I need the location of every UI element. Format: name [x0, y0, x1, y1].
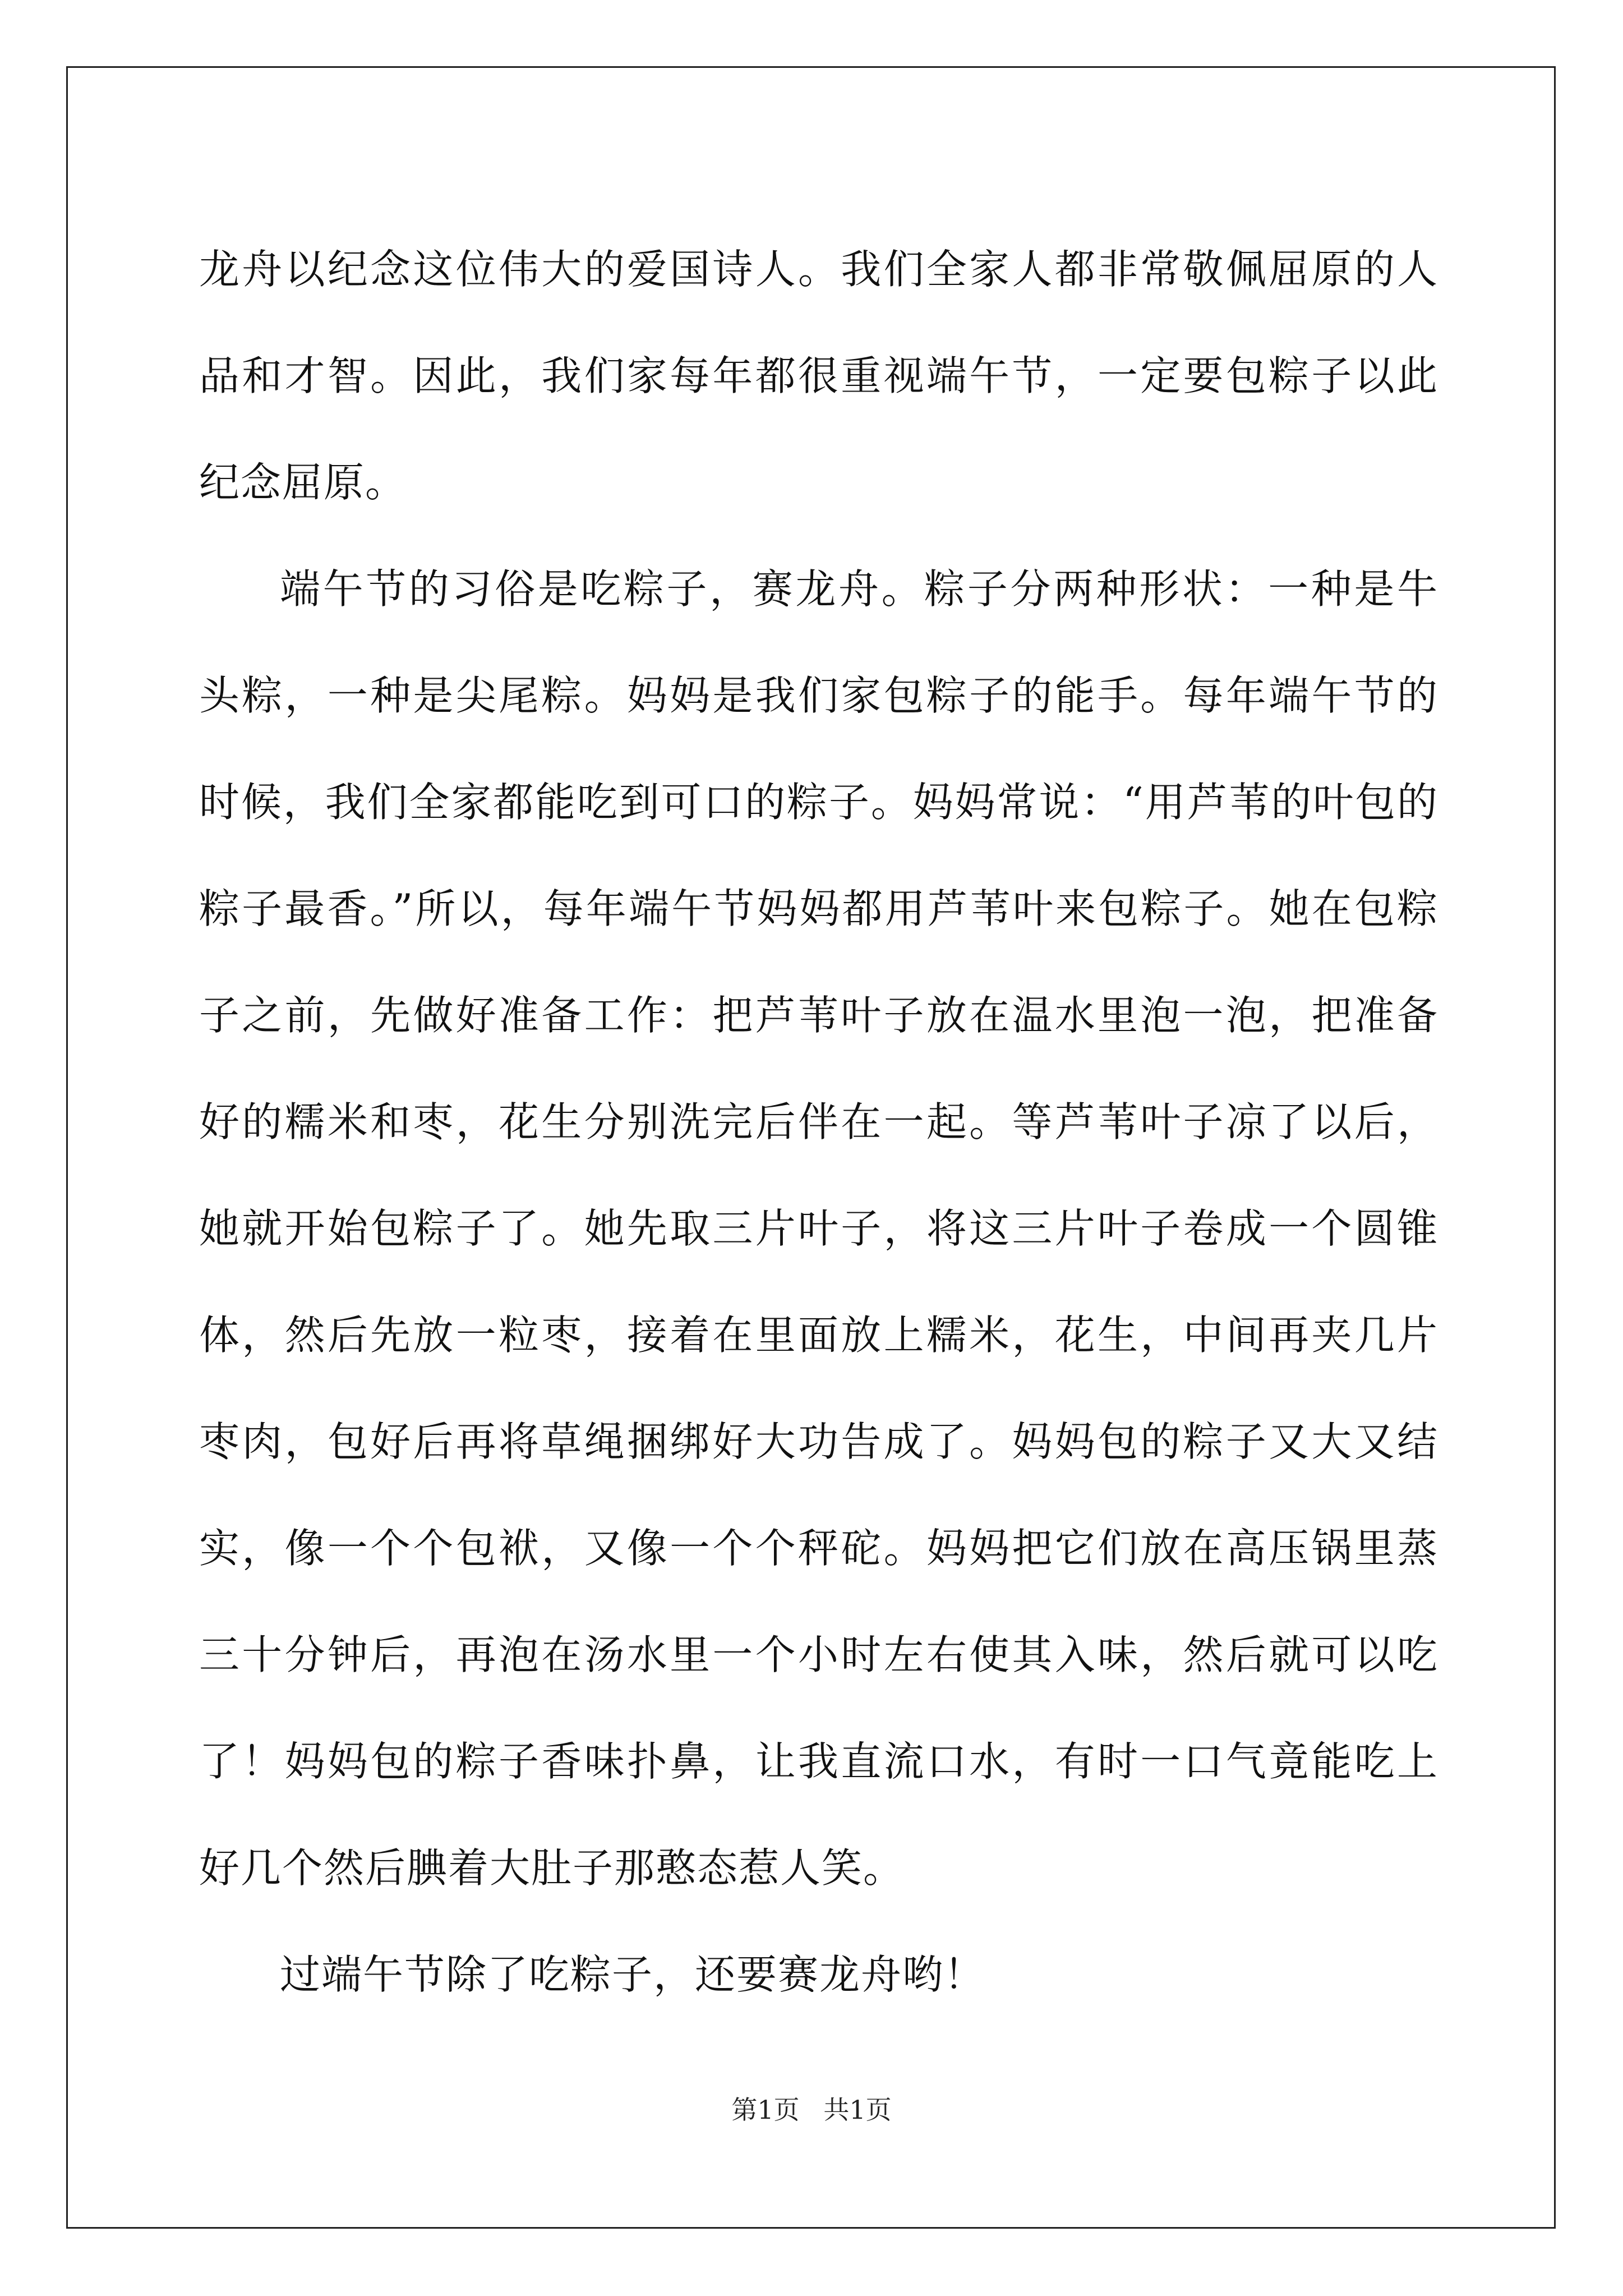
page-total: 共1页 — [823, 2095, 892, 2125]
paragraph-1: 龙舟以纪念这位伟大的爱国诗人。我们全家人都非常敬佩屈原的人品和才智。因此，我们家每年都很重视端午节，一定要包粽子以此纪念屈原。 — [199, 246, 1438, 506]
page-footer — [0, 2090, 1623, 2127]
document-body — [199, 216, 1438, 2028]
paragraph-3: 过端午节除了吃粽子，还要赛龙舟哟！ — [280, 1951, 986, 1998]
page-number: 第1页 — [731, 2095, 800, 2125]
paragraph-2: 端午节的习俗是吃粽子，赛龙舟。粽子分两种形状：一种是牛头粽，一种是尖尾粽。妈妈是我们家包粽子的能手。每年端午节的时候，我们全家都能吃到可口的粽子。妈妈常说：“用芦苇的叶包的粽子最香。”所以，每年端午节妈妈都用芦苇叶来包粽子。她在包粽子之前，先做好准备工作：把芦苇叶子放在温水里泡一泡，把准备好的糯米和枣，花生分别洗完后伴在一起。等芦苇叶子凉了以后，她就开始包粽子了。她先取三片叶子，将这三片叶子卷成一个圆锥体，然后先放一粒枣，接着在里面放上糯米，花生，中间再夹几片枣肉，包好后再将草绳捆绑好大功告成了。妈妈包的粽子又大又结实，像一个个包袱，又像一个个秤砣。妈妈把它们放在高压锅里蒸三十分钟后，再泡在汤水里一个小时左右使其入味，然后就可以吃了！妈妈包的粽子香味扑鼻，让我直流口水，有时一口气竟能吃上好几个然后腆着大肚子那憨态惹人笑。 — [199, 565, 1438, 1892]
